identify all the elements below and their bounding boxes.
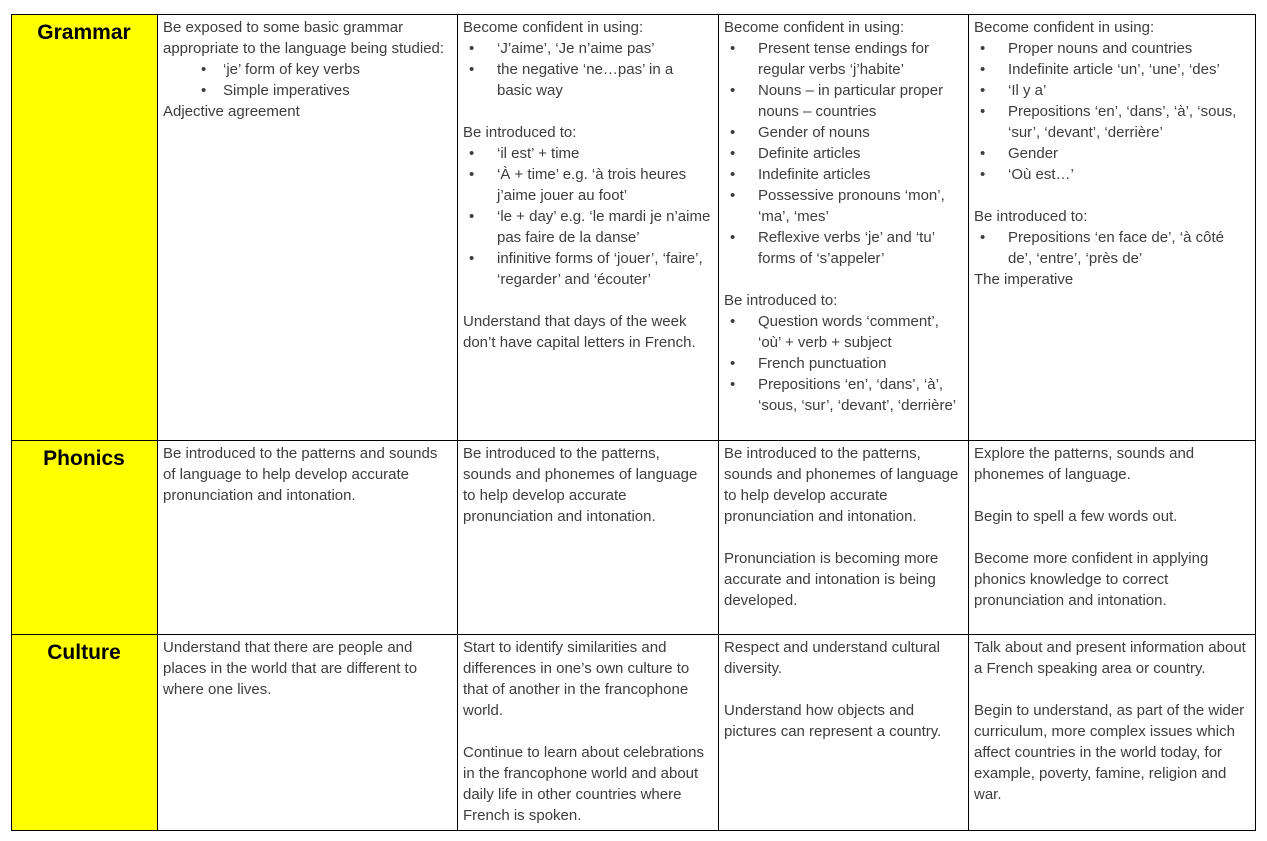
row-header-culture: Culture <box>12 635 158 831</box>
paragraph: Be introduced to: <box>463 124 577 141</box>
blank-line <box>974 527 1249 548</box>
bullet-list <box>974 38 1249 185</box>
bullet-item: • Question words ‘comment’, ‘où’ + verb + subject <box>724 311 962 353</box>
bullet-item: • ‘le + day’ e.g. ‘le mardi je n’aime pas faire de la danse’ <box>463 206 712 248</box>
paragraph: Become confident in using: <box>974 19 1155 36</box>
bullet-item: • Present tense endings for regular verbs ‘j’habite’ <box>724 38 962 80</box>
paragraph: Respect and understand cultural diversity. <box>724 639 940 677</box>
culture-stage-3-cell <box>719 635 969 831</box>
bullet-list <box>463 38 712 101</box>
bullet-item: • Indefinite article ‘un’, ‘une’, ‘des’ <box>974 59 1249 80</box>
paragraph: Be introduced to: <box>724 292 838 309</box>
bullet-item: • Prepositions ‘en’, ‘dans’, ‘à’, ‘sous, ‘sur’, ‘devant’, ‘derrière’ <box>724 374 962 416</box>
paragraph: Adjective agreement <box>163 103 300 120</box>
bullet-item: • infinitive forms of ‘jouer’, ‘faire’, ‘regarder’ and ‘écouter’ <box>463 248 712 290</box>
paragraph: Pronunciation is becoming more accurate and intonation is being developed. <box>724 550 939 609</box>
bullet-item: • French punctuation <box>724 353 962 374</box>
blank-line <box>724 527 962 548</box>
curriculum-table <box>11 14 1256 831</box>
culture-stage-2-cell <box>458 635 719 831</box>
paragraph: Start to identify similarities and differences in one’s own culture to that of another in the francophone world. <box>463 639 690 719</box>
table-row-grammar <box>12 15 1256 441</box>
blank-line <box>724 269 962 290</box>
paragraph: Understand that there are people and places in the world that are different to where one lives. <box>163 639 418 698</box>
grammar-stage-3-cell <box>719 15 969 441</box>
bullet-item: • ‘je’ form of key verbs <box>163 59 451 80</box>
culture-stage-1-cell <box>158 635 458 831</box>
paragraph: Be introduced to the patterns, sounds and phonemes of language to help develop accurate pronunciation and intonation. <box>724 445 959 525</box>
paragraph: Be introduced to the patterns, sounds and phonemes of language to help develop accurate pronunciation and intonation. <box>463 445 698 525</box>
phonics-stage-1-cell <box>158 441 458 635</box>
bullet-list <box>724 38 962 269</box>
paragraph: Understand how objects and pictures can represent a country. <box>724 702 942 740</box>
paragraph: Be introduced to: <box>974 208 1088 225</box>
phonics-stage-4-cell <box>969 441 1256 635</box>
bullet-item: • ‘À + time’ e.g. ‘à trois heures j’aime jouer au foot’ <box>463 164 712 206</box>
phonics-stage-3-cell <box>719 441 969 635</box>
paragraph: The imperative <box>974 271 1074 288</box>
bullet-item: • Simple imperatives <box>163 80 451 101</box>
bullet-item: • ‘J’aime’, ‘Je n’aime pas’ <box>463 38 712 59</box>
culture-stage-4-cell <box>969 635 1256 831</box>
bullet-list <box>974 227 1249 269</box>
paragraph: Be exposed to some basic grammar appropriate to the language being studied: <box>163 19 445 57</box>
bullet-item: • Indefinite articles <box>724 164 962 185</box>
bullet-list <box>724 311 962 416</box>
bullet-item: • Possessive pronouns ‘mon’, ‘ma’, ‘mes’ <box>724 185 962 227</box>
blank-line <box>463 290 712 311</box>
bullet-item: • Proper nouns and countries <box>974 38 1249 59</box>
bullet-item: • Nouns – in particular proper nouns – countries <box>724 80 962 122</box>
bullet-item: • Prepositions ‘en face de’, ‘à côté de’, ‘entre’, ‘près de’ <box>974 227 1249 269</box>
bullet-item: • ‘il est’ + time <box>463 143 712 164</box>
grammar-stage-4-cell <box>969 15 1256 441</box>
blank-line <box>463 721 712 742</box>
bullet-item: • Reflexive verbs ‘je’ and ‘tu’ forms of ‘s’appeler’ <box>724 227 962 269</box>
blank-line <box>974 485 1249 506</box>
phonics-stage-2-cell <box>458 441 719 635</box>
blank-line <box>974 185 1249 206</box>
paragraph: Become confident in using: <box>724 19 905 36</box>
table-row-culture <box>12 635 1256 831</box>
bullet-list <box>463 143 712 290</box>
paragraph: Begin to spell a few words out. <box>974 508 1178 525</box>
bullet-item: • Prepositions ‘en’, ‘dans’, ‘à’, ‘sous, ‘sur’, ‘devant’, ‘derrière’ <box>974 101 1249 143</box>
bullet-item: • ‘Où est…’ <box>974 164 1249 185</box>
row-header-phonics: Phonics <box>12 441 158 635</box>
bullet-list <box>163 59 451 101</box>
grammar-stage-2-cell <box>458 15 719 441</box>
table-body <box>12 15 1256 831</box>
paragraph: Continue to learn about celebrations in the francophone world and about daily life in other countries where French is spoken. <box>463 744 704 824</box>
blank-line <box>463 101 712 122</box>
blank-line <box>974 679 1249 700</box>
paragraph: Become confident in using: <box>463 19 644 36</box>
bullet-item: • Gender <box>974 143 1249 164</box>
bullet-item: • the negative ‘ne…pas’ in a basic way <box>463 59 712 101</box>
paragraph: Understand that days of the week don’t have capital letters in French. <box>463 313 696 351</box>
bullet-item: • ‘Il y a’ <box>974 80 1249 101</box>
paragraph: Talk about and present information about a French speaking area or country. <box>974 639 1246 677</box>
paragraph: Become more confident in applying phonics knowledge to correct pronunciation and intonation. <box>974 550 1209 609</box>
bullet-item: • Gender of nouns <box>724 122 962 143</box>
table-row-phonics <box>12 441 1256 635</box>
paragraph: Begin to understand, as part of the wider curriculum, more complex issues which affect countries in the world today, for example, poverty, famine, religion and war. <box>974 702 1245 803</box>
bullet-item: • Definite articles <box>724 143 962 164</box>
paragraph: Be introduced to the patterns and sounds of language to help develop accurate pronunciation and intonation. <box>163 445 438 504</box>
blank-line <box>724 679 962 700</box>
paragraph: Explore the patterns, sounds and phonemes of language. <box>974 445 1195 483</box>
row-header-grammar: Grammar <box>12 15 158 441</box>
grammar-stage-1-cell <box>158 15 458 441</box>
